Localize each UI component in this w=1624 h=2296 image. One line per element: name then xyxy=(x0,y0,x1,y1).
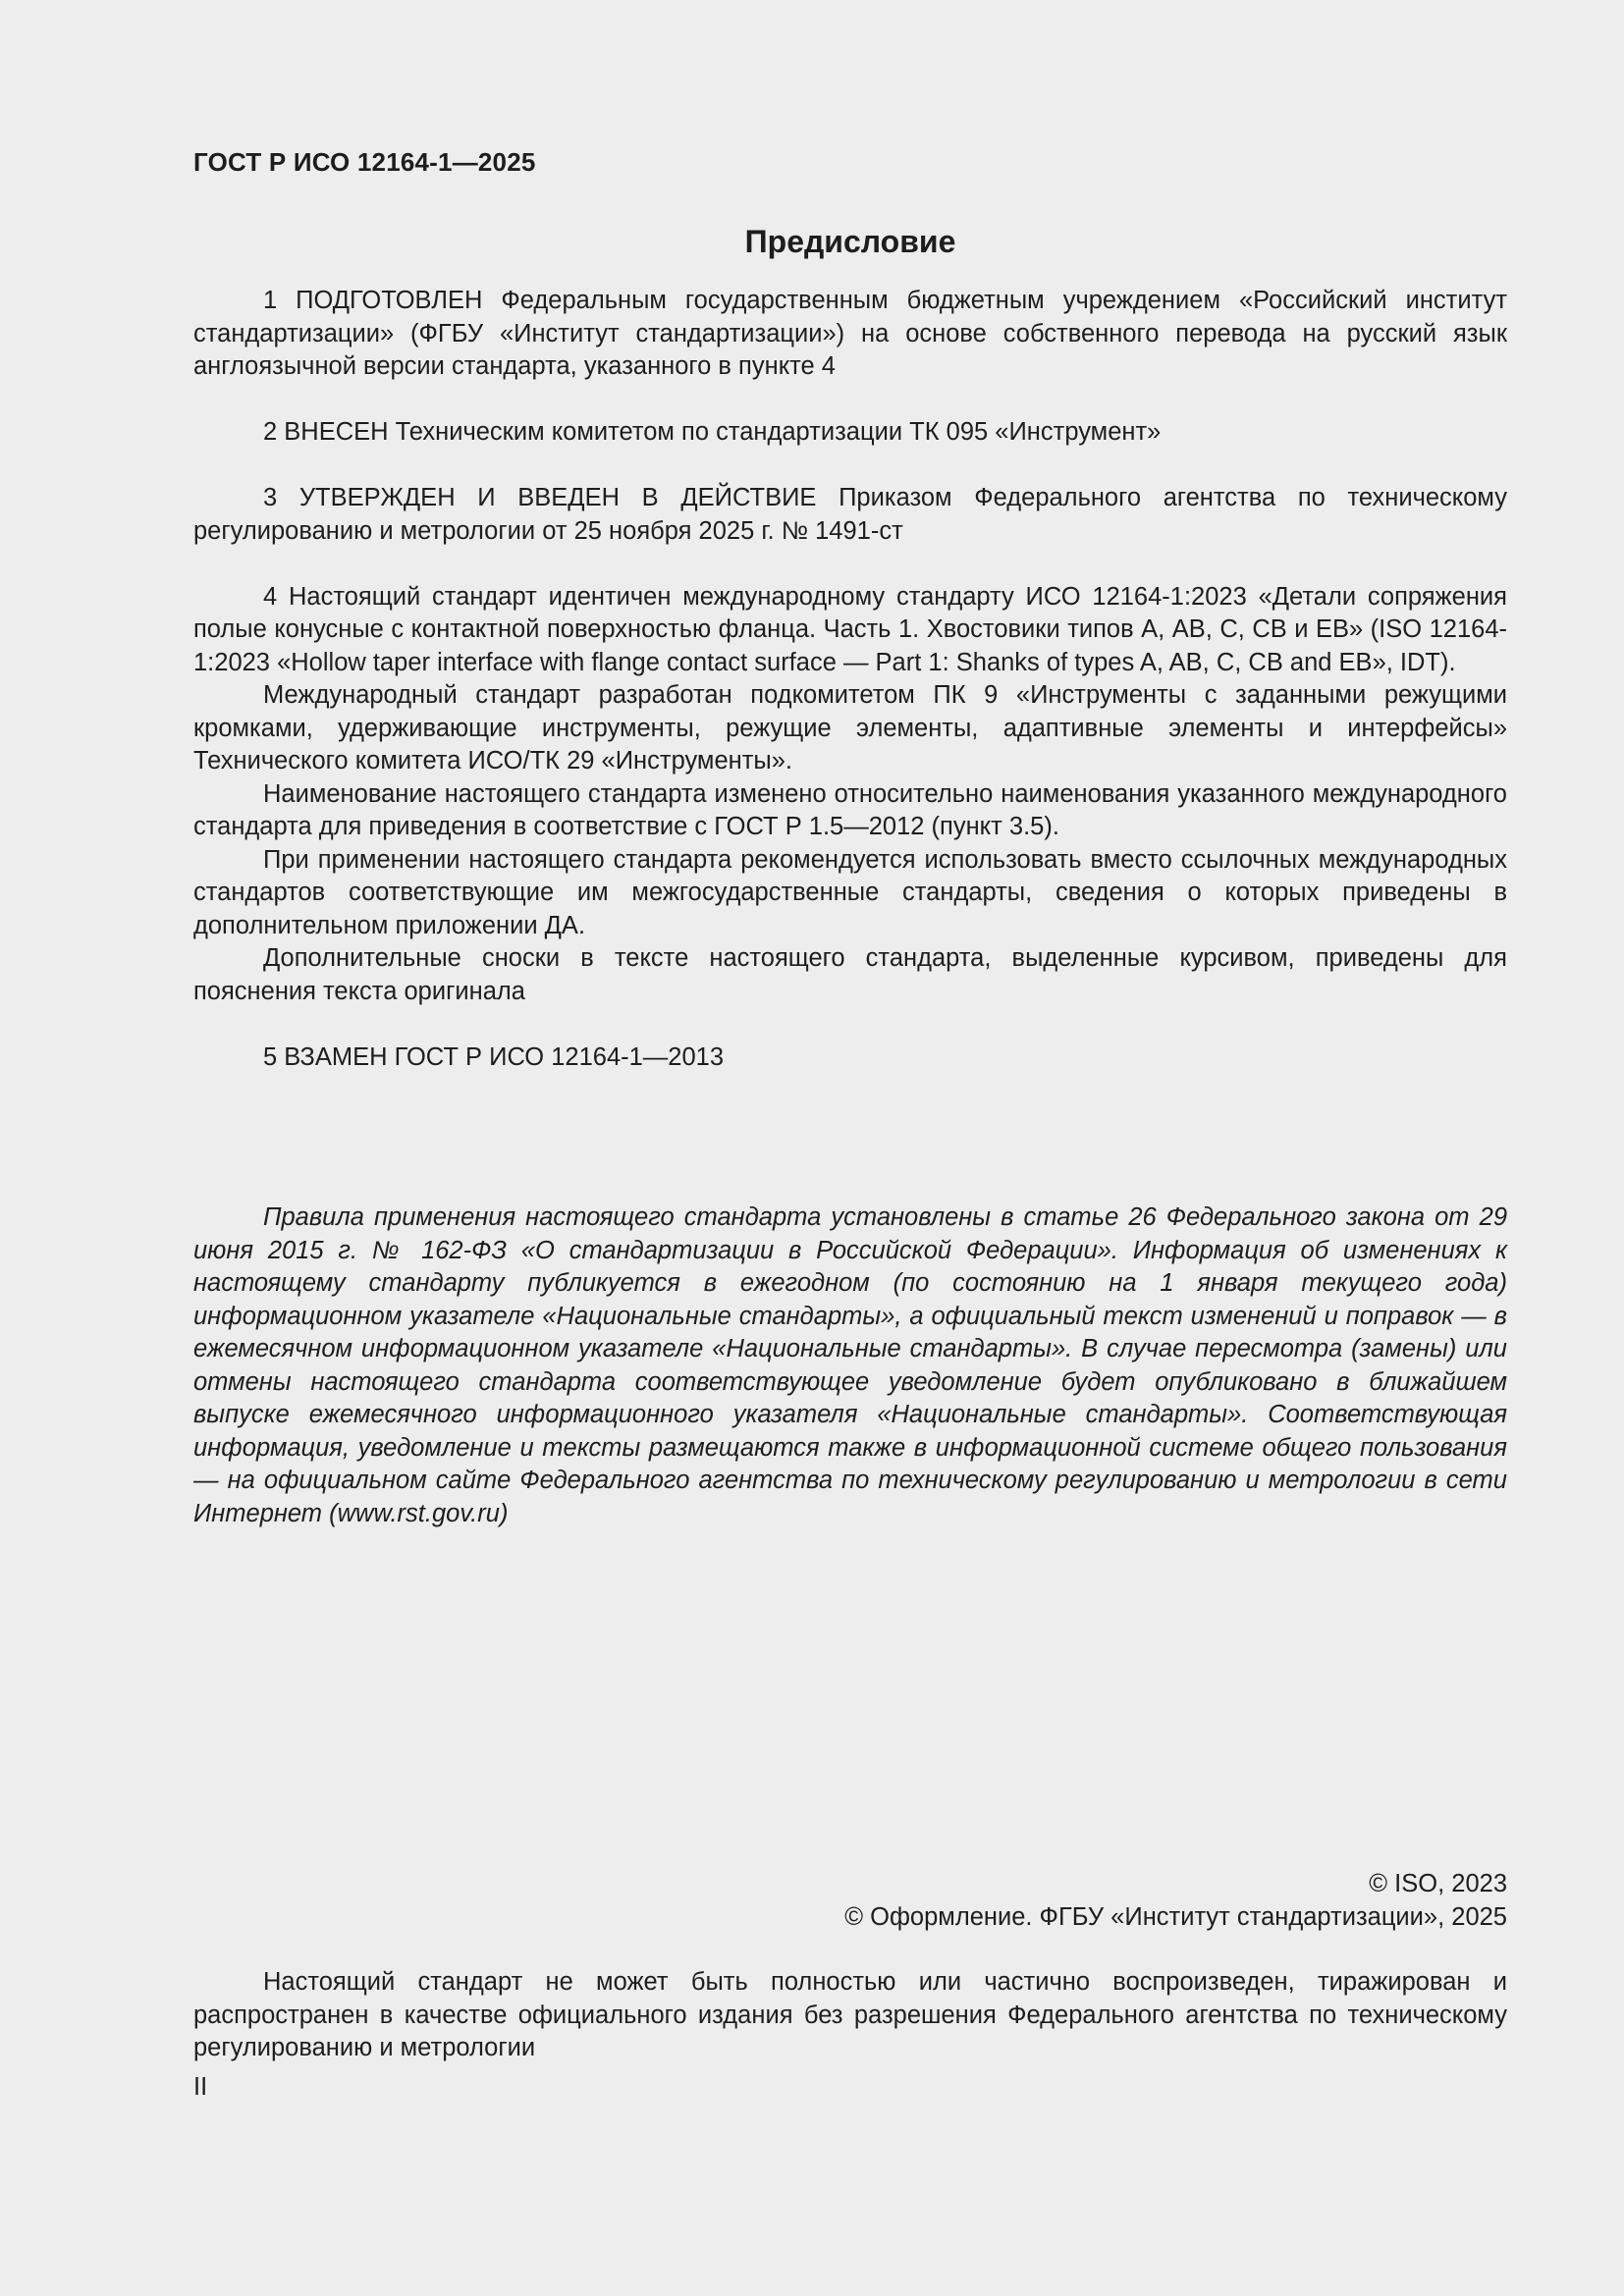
copyright-block xyxy=(193,1868,1507,1934)
foreword-item-4-paragraph: При применении настоящего стандарта рекомендуется использовать вместо ссылочных международных стандартов соответствующие им межгосударственные стандарты, сведения о которых приведены в дополнительном приложении ДА. xyxy=(193,845,1507,939)
foreword-item-2: 2 ВНЕСЕН Техническим комитетом по стандартизации ТК 095 «Инструмент» xyxy=(263,418,1162,446)
foreword-item-1: 1 ПОДГОТОВЛЕН Федеральным государственным бюджетным учреждением «Российский институт стандартизации» (ФГБУ «Институт стандартизации») на основе собственного перевода на русский язык англоязычной версии стандарта, указанного в пункте 4 xyxy=(193,287,1507,380)
reproduction-notice xyxy=(193,1966,1507,2065)
foreword-item-5: 5 ВЗАМЕН ГОСТ Р ИСО 12164-1—2013 xyxy=(263,1042,725,1071)
copyright-iso: © ISO, 2023 xyxy=(1369,1870,1507,1897)
foreword-item-3: 3 УТВЕРЖДЕН И ВВЕДЕН В ДЕЙСТВИЕ Приказом Федерального агентства по техническому регулированию и метрологии от 25 ноября 2025 г. № 1491-ст xyxy=(193,484,1507,545)
foreword-item-4: 4 Настоящий стандарт идентичен международному стандарту ИСО 12164-1:2023 «Детали сопряжения полые конусные с контактной поверхностью фланца. Часть 1. Хвостовики типов А, АВ, С, СВ и ЕВ» (ISO 12164-1:2023 «Hollow taper interface with flange contact surface — Part 1: Shanks of types A, AB, C, CB and EB», IDT). xyxy=(193,582,1507,676)
copyright-design: © Оформление. ФГБУ «Институт стандартизации», 2025 xyxy=(844,1902,1507,1931)
page-title: Предисловие xyxy=(744,224,956,259)
page-number: II xyxy=(193,2073,208,2101)
document-code: ГОСТ Р ИСО 12164-1—2025 xyxy=(193,147,536,177)
reproduction-notice-text: Настоящий стандарт не может быть полностью или частично воспроизведен, тиражирован и распространен в качестве официального издания без разрешения Федерального агентства по техническому регулированию и метрологии xyxy=(193,1968,1507,2061)
foreword-item-4-paragraph: Международный стандарт разработан подкомитетом ПК 9 «Инструменты с заданными режущими кромками, удерживающие инструменты, режущие элементы, адаптивные элементы и интерфейсы» Технического комитета ИСО/ТК 29 «Инструменты». xyxy=(193,681,1507,774)
foreword-item-4-paragraph: Дополнительные сноски в тексте настоящего стандарта, выделенные курсивом, приведены для пояснения текста оригинала xyxy=(193,944,1507,1005)
foreword-body xyxy=(193,285,1507,1074)
foreword-item-4-paragraph: Наименование настоящего стандарта изменено относительно наименования указанного международного стандарта для приведения в соответствие с ГОСТ Р 1.5—2012 (пункт 3.5). xyxy=(193,779,1507,840)
application-rules xyxy=(193,1201,1507,1530)
application-rules-text: Правила применения настоящего стандарта установлены в статье 26 Федерального закона от 29 июня 2015 г. № 162-ФЗ «О стандартизации в Российской Федерации». Информация об изменениях к настоящему стандарту публикуется в ежегодном (по состоянию на 1 января текущего года) информационном указателе «Национальные стандарты», а официальный текст изменений и поправок — в ежемесячном информационном указателе «Национальные стандарты». В случае пересмотра (замены) или отмены настоящего стандарта соответствующее уведомление будет опубликовано в ближайшем выпуске ежемесячного информационного указателя «Национальные стандарты». Соответствующая информация, уведомление и тексты размещаются также в информационной системе общего пользования — на официальном сайте Федерального агентства по техническому регулированию и метрологии в сети Интернет (www.rst.gov.ru) xyxy=(193,1203,1507,1527)
